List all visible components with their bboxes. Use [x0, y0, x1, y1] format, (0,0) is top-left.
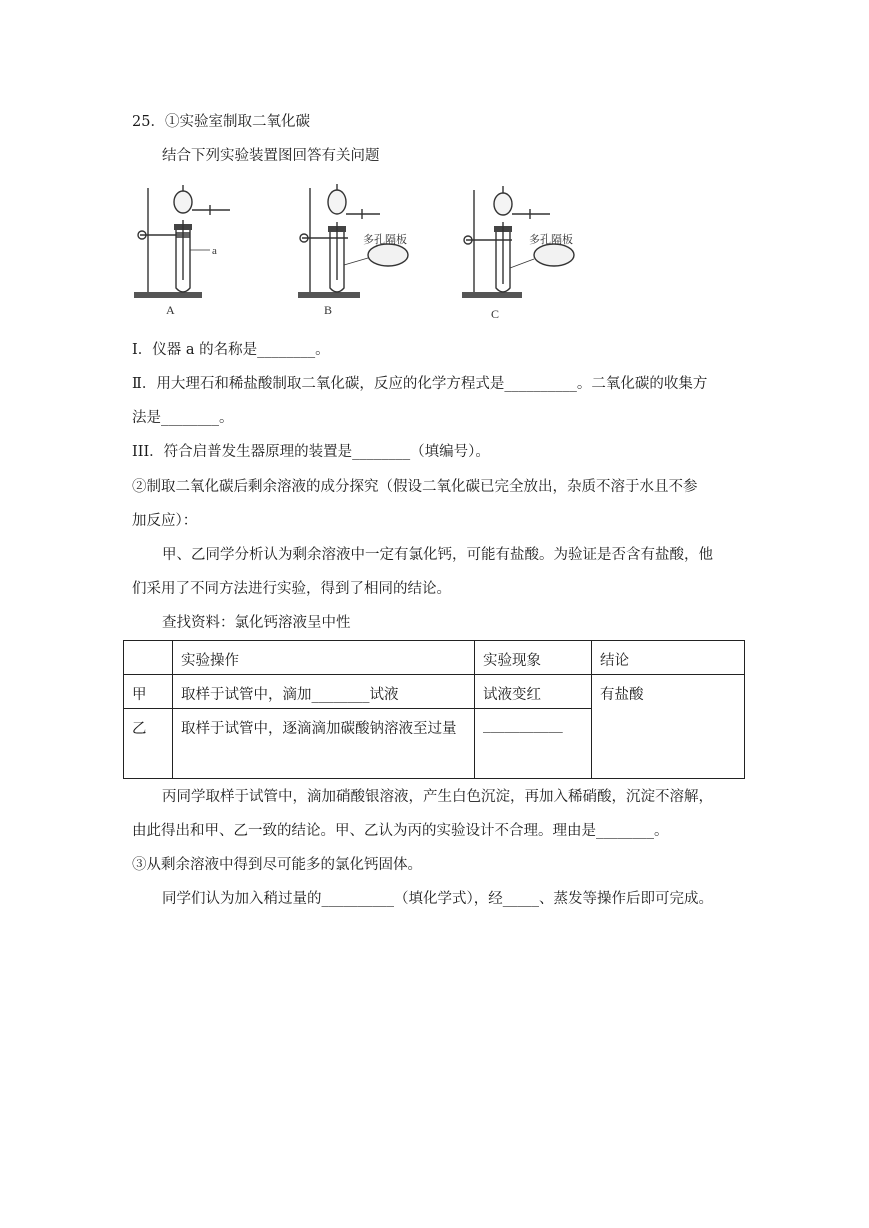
row1-operation: 取样于试管中，滴加________试液	[173, 675, 475, 709]
apparatus-figure	[130, 180, 590, 330]
plate-label-b: 多孔隔板	[363, 234, 407, 246]
intro-text: 结合下列实验装置图回答有关问题	[162, 148, 380, 164]
header-empty	[124, 641, 173, 675]
question-3: III．符合启普发生器原理的装置是________（填编号）。	[132, 444, 490, 460]
question-2-line2: 法是________。	[132, 410, 234, 426]
header-conclusion: 结论	[592, 641, 745, 675]
bing-line1: 丙同学取样于试管中，滴加硝酸银溶液，产生白色沉淀，再加入稀硝酸，沉淀不溶解，	[162, 789, 713, 805]
question-title: 25．①实验室制取二氧化碳	[132, 114, 310, 130]
caption-c: C	[491, 307, 500, 321]
part3-text: ③从剩余溶液中得到尽可能多的氯化钙固体。	[132, 857, 422, 873]
header-operation: 实验操作	[173, 641, 475, 675]
label-a: a	[212, 245, 217, 257]
plate-label-c: 多孔隔板	[529, 234, 573, 246]
header-phenomenon: 实验现象	[475, 641, 592, 675]
row1-conclusion: 有盐酸	[592, 675, 745, 779]
part2-line1: ②制取二氧化碳后剩余溶液的成分探究（假设二氧化碳已完全放出，杂质不溶于水且不参	[132, 479, 698, 495]
row1-phenomenon: 试液变红	[475, 675, 592, 709]
row2-phenomenon: ___________	[475, 709, 592, 779]
experiment-table	[123, 640, 745, 779]
caption-b: B	[324, 303, 333, 317]
reference-text: 查找资料：氯化钙溶液呈中性	[162, 615, 351, 631]
row2-name: 乙	[124, 709, 173, 779]
analysis-line1: 甲、乙同学分析认为剩余溶液中一定有氯化钙，可能有盐酸。为验证是否含有盐酸，他	[162, 547, 713, 563]
bing-line2: 由此得出和甲、乙一致的结论。甲、乙认为丙的实验设计不合理。理由是________。	[132, 823, 669, 839]
row1-name: 甲	[124, 675, 173, 709]
part2-line2: 加反应）：	[132, 513, 198, 529]
caption-a: A	[166, 303, 175, 317]
apparatus-a-image	[134, 185, 230, 298]
analysis-line2: 们采用了不同方法进行实验，得到了相同的结论。	[132, 581, 451, 597]
question-1: Ⅰ．仪器 a 的名称是________。	[132, 342, 330, 358]
final-text: 同学们认为加入稍过量的__________（填化学式），经_____、蒸发等操作后即可完成。	[162, 891, 713, 907]
row2-operation: 取样于试管中，逐滴滴加碳酸钠溶液至过量	[173, 709, 475, 779]
question-2-line1: Ⅱ．用大理石和稀盐酸制取二氧化碳，反应的化学方程式是__________。二氧化碳的收集方	[132, 376, 708, 392]
